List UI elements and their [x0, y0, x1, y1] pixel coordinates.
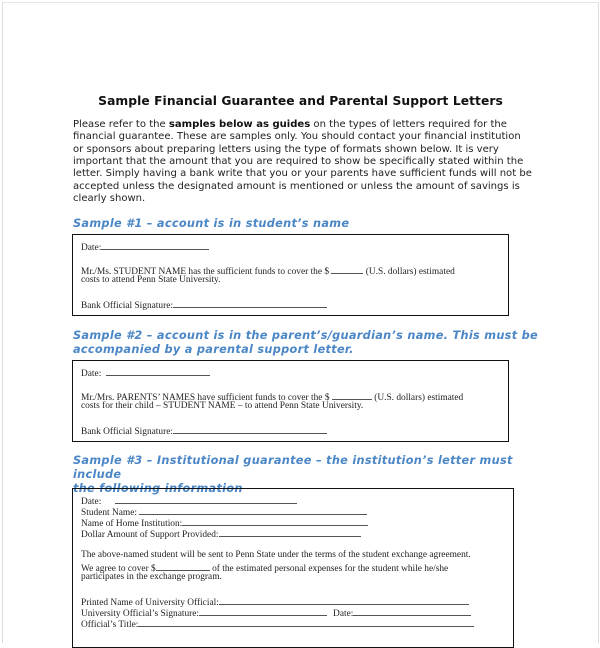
- dollar-amount-field: [81, 527, 361, 541]
- intro-emphasis: samples below as guides: [168, 119, 311, 130]
- intro-text: Please refer to the: [73, 119, 169, 130]
- official-title-field: [81, 617, 474, 631]
- body-text: We agree to cover $: [81, 564, 156, 574]
- sample-1-heading: [73, 217, 548, 231]
- sample-2-heading: [73, 329, 548, 357]
- date-label: Date:: [81, 369, 102, 379]
- student-name-label: Student Name:: [81, 508, 137, 518]
- sample-3-letter-box: [72, 488, 514, 648]
- intro-line: clearly shown.: [73, 193, 146, 205]
- date-field: [81, 240, 209, 254]
- body-line: costs for their child – STUDENT NAME – to attend Penn State University.: [81, 401, 364, 411]
- sig-date-blank: [353, 606, 471, 616]
- student-name-blank: [139, 505, 367, 515]
- cover-amount-blank: [156, 561, 210, 571]
- amount-blank: [331, 264, 363, 274]
- official-title-label: Official’s Title:: [81, 620, 139, 630]
- body-text: (U.S. dollars) estimated: [374, 393, 464, 403]
- dollar-amount-blank: [219, 527, 361, 537]
- signature-label: University Official’s Signature:: [81, 609, 200, 619]
- intro-line: accepted unless the designated amount is mentioned or unless the amount of savings is: [73, 180, 520, 192]
- heading-line: the following information: [73, 481, 243, 495]
- date-field: [81, 366, 210, 380]
- heading-line: Sample #3 – Institutional guarantee – the institution’s letter must include: [73, 454, 513, 481]
- sample-1-letter-box: [72, 234, 509, 316]
- intro-line: important that the amount that you are required to show be specifically stated within the: [73, 156, 524, 168]
- date-blank: [101, 240, 209, 250]
- signature-field: [81, 424, 327, 438]
- intro-paragraph: [73, 119, 558, 205]
- intro-line: or sponsors about preparing letters using the type of formats shown below. It is very: [73, 143, 499, 155]
- body-text: Mr./Ms. STUDENT NAME has the sufficient funds to cover the $: [81, 267, 330, 277]
- intro-line: [73, 119, 558, 131]
- intro-line: financial guarantee. These are samples only. You should contact your financial institution: [73, 131, 521, 143]
- printed-name-blank: [219, 595, 469, 605]
- printed-name-label: Printed Name of University Official:: [81, 598, 219, 608]
- body-text: of the estimated personal expenses for the student while he/she: [212, 564, 449, 574]
- signature-blank: [173, 298, 327, 308]
- body-line: The above-named student will be sent to Penn State under the terms of the student exchange agreement.: [81, 550, 471, 560]
- date-label: Date:: [81, 243, 102, 253]
- body-line: participates in the exchange program.: [81, 572, 222, 582]
- heading-line: accompanied by a parental support letter.: [73, 342, 354, 356]
- heading-line: Sample #2 – account is in the parent’s/guardian’s name. This must be: [73, 329, 538, 342]
- body-text: Mr./Mrs. PARENTS’ NAMES have sufficient funds to cover the $: [81, 393, 330, 403]
- date-label: Date:: [81, 497, 102, 507]
- dollar-amount-label: Dollar Amount of Support Provided:: [81, 530, 219, 540]
- official-title-blank: [138, 617, 474, 627]
- signature-label: Bank Official Signature:: [81, 301, 173, 311]
- signature-blank: [173, 424, 327, 434]
- date-blank: [106, 366, 210, 376]
- intro-text: on the types of letters required for the: [310, 119, 507, 130]
- body-line: costs to attend Penn State University.: [81, 275, 221, 285]
- sample-2-letter-box: [72, 360, 509, 442]
- heading-line: Sample #1 – account is in student’s name: [73, 217, 350, 230]
- amount-blank: [332, 390, 372, 400]
- document-page: [2, 2, 599, 643]
- document-title: Sample Financial Guarantee and Parental Support Letters: [98, 94, 503, 108]
- signature-blank: [199, 606, 327, 616]
- signature-field: [81, 298, 327, 312]
- home-institution-blank: [182, 516, 368, 526]
- date-blank: [115, 494, 297, 504]
- intro-line: letter. Simply having a bank write that you or your parents have sufficient funds will not be: [73, 168, 532, 180]
- signature-label: Bank Official Signature:: [81, 427, 173, 437]
- sig-date-label: Date:: [333, 609, 354, 619]
- home-institution-label: Name of Home Institution:: [81, 519, 183, 529]
- body-text: (U.S. dollars) estimated: [365, 267, 455, 277]
